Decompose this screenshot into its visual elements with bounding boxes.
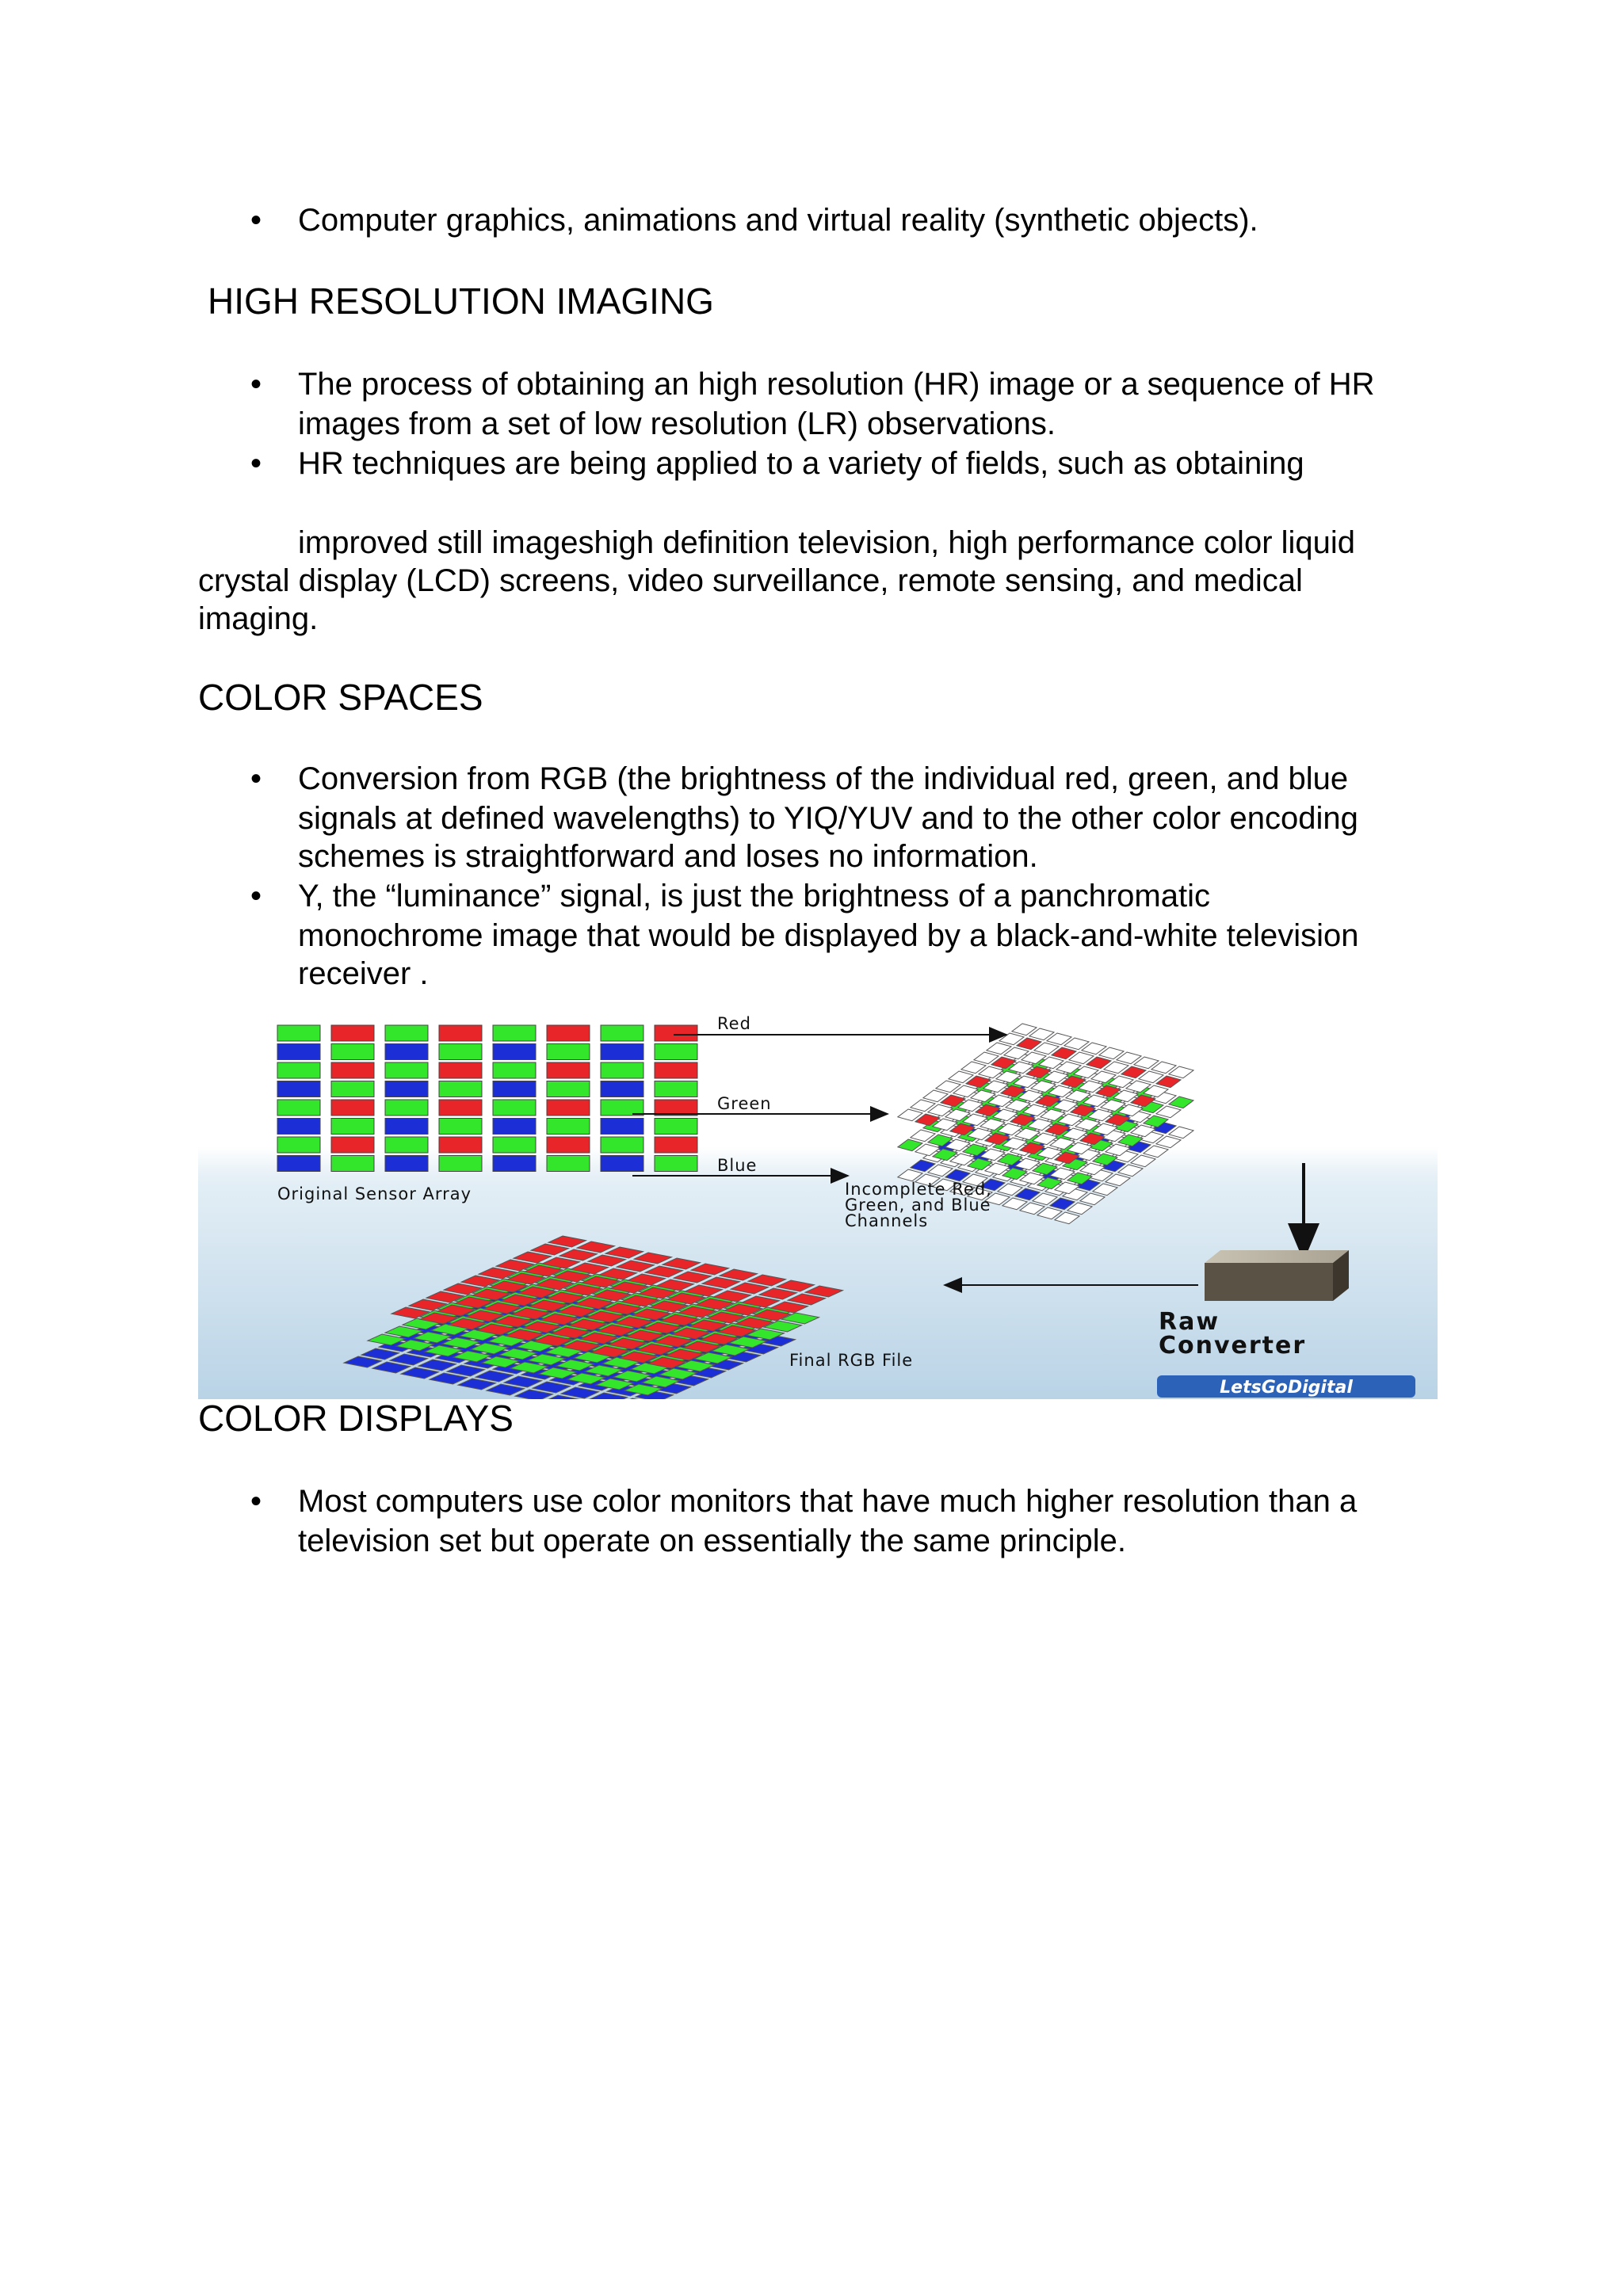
paragraph-line: improved still imageshigh definition television, high performance color liquid (298, 525, 1356, 560)
sensor-cell (385, 1044, 428, 1060)
sensor-cell (601, 1137, 643, 1153)
bullet-marker: • (250, 203, 262, 238)
label-sensor-array: Original Sensor Array (277, 1184, 472, 1203)
bullet-text: Computer graphics, animations and virtual reality (synthetic objects). (298, 203, 1258, 238)
brand-logo (1157, 1375, 1415, 1398)
sensor-cell (547, 1119, 590, 1135)
sensor-cell (493, 1119, 536, 1135)
bayer-sensor-figure (198, 1005, 1438, 1399)
bullet-text: television set but operate on essentially the same principle. (298, 1524, 1127, 1558)
label-green: Green (717, 1094, 772, 1113)
sensor-cell (385, 1119, 428, 1135)
sensor-cell (385, 1081, 428, 1097)
sensor-cell (655, 1081, 697, 1097)
sensor-cell (601, 1119, 643, 1135)
label-red: Red (717, 1014, 751, 1033)
sensor-cell (331, 1137, 374, 1153)
sensor-cell (601, 1025, 643, 1041)
sensor-cell (277, 1100, 320, 1116)
sensor-cell (493, 1081, 536, 1097)
bullet-text: images from a set of low resolution (LR) observations. (298, 406, 1056, 441)
sensor-cell (385, 1100, 428, 1116)
label-raw: Raw (1159, 1308, 1220, 1336)
sensor-cell (439, 1081, 482, 1097)
bullet-text: HR techniques are being applied to a variety of fields, such as obtaining (298, 446, 1304, 481)
sensor-cell (547, 1081, 590, 1097)
bullet-marker: • (250, 367, 262, 402)
sensor-cell (385, 1025, 428, 1041)
bullet-text: signals at defined wavelengths) to YIQ/YUV and to the other color encoding (298, 801, 1358, 836)
section-heading-color-displays: COLOR DISPLAYS (198, 1398, 514, 1439)
bullet-marker: • (250, 879, 262, 913)
sensor-cell (331, 1062, 374, 1078)
label-incomplete-2: Green, and Blue (845, 1196, 991, 1215)
sensor-cell (601, 1062, 643, 1078)
sensor-cell (547, 1044, 590, 1060)
sensor-cell (547, 1156, 590, 1172)
sensor-cell (439, 1062, 482, 1078)
label-blue: Blue (717, 1156, 758, 1175)
paragraph-line: imaging. (198, 601, 319, 636)
sensor-cell (655, 1044, 697, 1060)
raw-converter-box (1205, 1250, 1349, 1301)
sensor-cell (331, 1044, 374, 1060)
sensor-cell (547, 1025, 590, 1041)
sensor-cell (655, 1062, 697, 1078)
sensor-cell (385, 1156, 428, 1172)
sensor-cell (439, 1137, 482, 1153)
sensor-cell (439, 1025, 482, 1041)
paragraph-line: crystal display (LCD) screens, video surveillance, remote sensing, and medical (198, 563, 1303, 598)
label-converter: Converter (1159, 1332, 1307, 1360)
bullet-text: Conversion from RGB (the brightness of the individual red, green, and blue (298, 761, 1349, 796)
sensor-cell (277, 1062, 320, 1078)
sensor-cell (493, 1100, 536, 1116)
sensor-cell (547, 1100, 590, 1116)
bullet-text: The process of obtaining an high resolution (HR) image or a sequence of HR (298, 367, 1375, 402)
sensor-cell (439, 1044, 482, 1060)
sensor-cell (331, 1100, 374, 1116)
sensor-cell (655, 1137, 697, 1153)
sensor-cell (493, 1044, 536, 1060)
label-incomplete-1: Incomplete Red, (845, 1180, 992, 1199)
label-incomplete-3: Channels (845, 1211, 929, 1230)
sensor-cell (601, 1156, 643, 1172)
section-heading-color-spaces: COLOR SPACES (198, 677, 483, 718)
sensor-cell (493, 1156, 536, 1172)
sensor-cell (493, 1062, 536, 1078)
sensor-cell (439, 1100, 482, 1116)
section-heading-hr: HIGH RESOLUTION IMAGING (208, 280, 714, 322)
sensor-cell (277, 1156, 320, 1172)
sensor-cell (439, 1119, 482, 1135)
sensor-cell (331, 1081, 374, 1097)
sensor-cell (385, 1137, 428, 1153)
sensor-cell (331, 1119, 374, 1135)
sensor-cell (655, 1025, 697, 1041)
sensor-cell (277, 1119, 320, 1135)
sensor-cell (277, 1025, 320, 1041)
sensor-cell (439, 1156, 482, 1172)
sensor-cell (655, 1119, 697, 1135)
sensor-cell (331, 1025, 374, 1041)
bullet-text: schemes is straightforward and loses no information. (298, 839, 1038, 874)
label-final-rgb: Final RGB File (789, 1351, 914, 1370)
sensor-cell (601, 1044, 643, 1060)
brand-text: LetsGoDigital (1220, 1378, 1353, 1398)
sensor-cell (385, 1062, 428, 1078)
bullet-marker: • (250, 446, 262, 481)
sensor-cell (277, 1044, 320, 1060)
sensor-cell (331, 1156, 374, 1172)
bullet-text: monochrome image that would be displayed by a black-and-white television (298, 918, 1359, 953)
bullet-marker: • (250, 1484, 262, 1519)
bullet-text: receiver . (298, 956, 429, 991)
sensor-cell (655, 1156, 697, 1172)
sensor-cell (277, 1137, 320, 1153)
sensor-cell (493, 1025, 536, 1041)
sensor-cell (277, 1081, 320, 1097)
sensor-cell (547, 1062, 590, 1078)
sensor-cell (547, 1137, 590, 1153)
bullet-marker: • (250, 761, 262, 796)
sensor-cell (493, 1137, 536, 1153)
bullet-text: Most computers use color monitors that have much higher resolution than a (298, 1484, 1358, 1519)
bullet-text: Y, the “luminance” signal, is just the brightness of a panchromatic (298, 879, 1210, 913)
sensor-cell (601, 1081, 643, 1097)
